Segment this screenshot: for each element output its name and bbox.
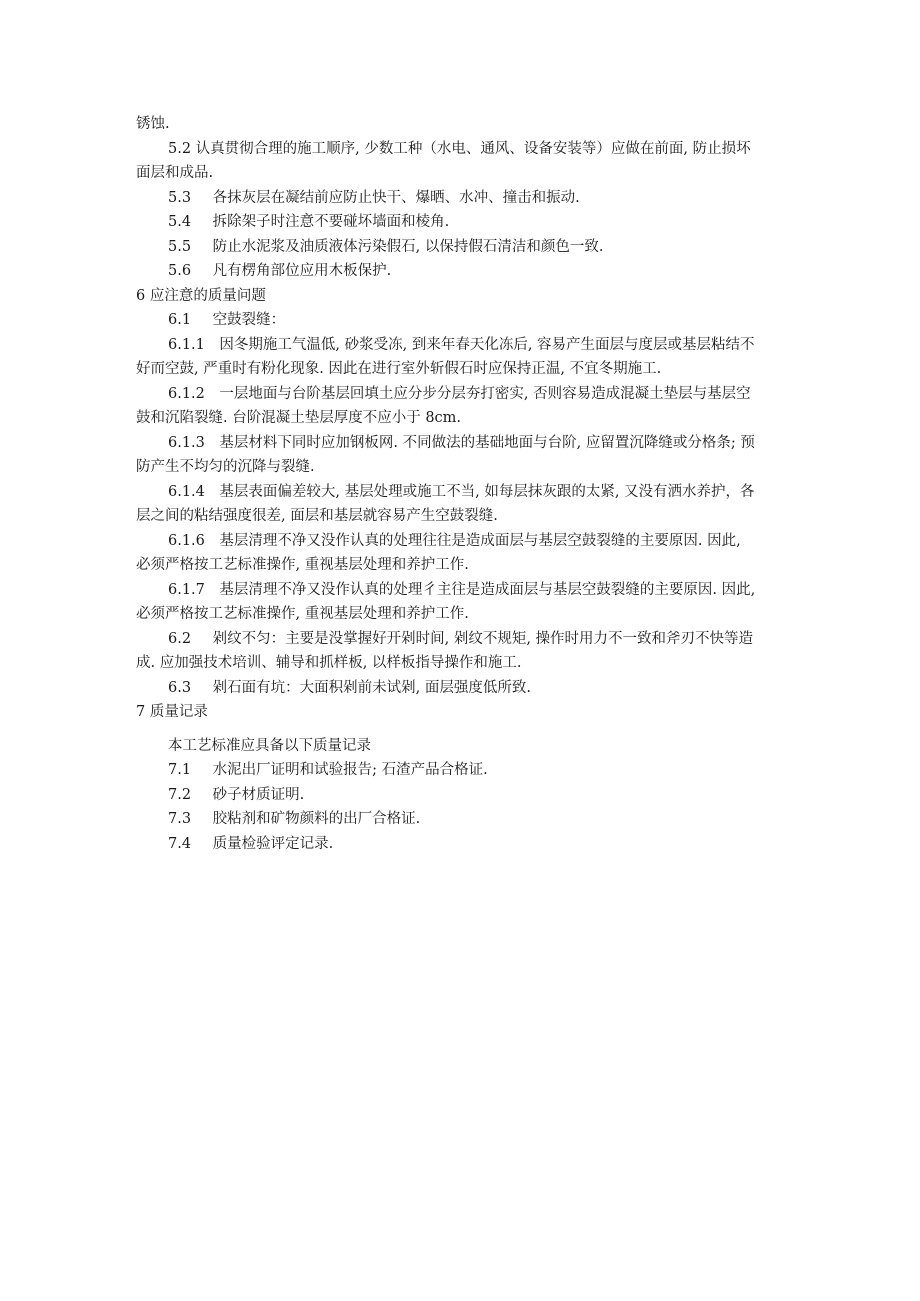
item-6-1-4-line1: 6.1.4 基层表面偏差较大, 基层处理或施工不当, 如每层抹灰跟的太紧, 又没有洒水养护，各 xyxy=(168,483,755,500)
quality-record-intro: 本工艺标准应具备以下质量记录 xyxy=(168,737,371,754)
item-6-1 xyxy=(136,308,788,333)
item-text: 砂子材质证明. xyxy=(212,786,305,803)
item-text: 胶粘剂和矿物颜料的出厂合格证. xyxy=(212,811,421,827)
item-6-3 xyxy=(136,676,788,701)
item-5-6 xyxy=(136,259,788,284)
item-5-3 xyxy=(136,186,788,211)
item-6-1-7-line1: 6.1.7 基层清理不净又没作认真的处理彳主往是造成面层与基层空鼓裂缝的主要原因. 因此, xyxy=(168,581,756,598)
item-text: 水泥出厂证明和试验报告; 石渣产品合格证. xyxy=(212,762,488,778)
item-6-1-3-line2: 防产生不均匀的沉降与裂缝. xyxy=(136,459,315,475)
item-number: 7.4 xyxy=(168,835,192,852)
item-6-1-6-line1: 6.1.6 基层清理不净又没作认真的处理往往是造成面层与基层空鼓裂缝的主要原因. 因此, xyxy=(168,532,741,549)
item-number: 6.1 xyxy=(168,312,192,328)
item-text: 各抹灰层在凝结前应防止快干、爆晒、水冲、撞击和振动. xyxy=(212,189,580,206)
item-6-1-1-line2: 好而空鼓, 严重时有粉化现象. 因此在进行室外斩假石时应保持正温, 不宜冬期施工. xyxy=(136,361,662,377)
item-text: 剁石面有坑：大面积剁前未试剁, 面层强度低所致. xyxy=(212,679,531,696)
item-number: 6.3 xyxy=(168,679,192,696)
paragraph-rust: 锈蚀. xyxy=(136,116,170,132)
paragraph-5-2-line1: 5.2 认真贯彻合理的施工顺序, 少数工种（水电、通风、设备安装等）应做在前面, 防止损坏 xyxy=(168,140,751,157)
item-number: 5.6 xyxy=(168,263,192,279)
item-6-1-7-line2: 必须严格按工艺标准操作, 重视基层处理和养护工作. xyxy=(136,606,469,622)
item-7-2 xyxy=(136,783,788,808)
item-number: 7.3 xyxy=(168,811,192,827)
item-text: 剁纹不匀：主要是没掌握好开剁时间, 剁纹不规矩, 操作时用力不一致和斧刃不快等造 xyxy=(212,630,754,647)
item-number: 7.2 xyxy=(168,786,192,803)
item-5-4 xyxy=(136,210,788,235)
item-text: 拆除架子时注意不要碰坏墙面和棱角. xyxy=(212,214,450,230)
item-6-1-6-line2: 必须严格按工艺标准操作, 重视基层处理和养护工作. xyxy=(136,557,469,573)
item-6-2-line2: 成. 应加强技术培训、辅导和抓样板, 以样板指导操作和施工. xyxy=(136,655,522,671)
document-body xyxy=(136,112,788,856)
item-number: 5.5 xyxy=(168,238,192,255)
item-7-3 xyxy=(136,807,788,832)
item-number: 5.3 xyxy=(168,189,192,206)
section-heading-6: 6 应注意的质量问题 xyxy=(136,287,266,304)
item-7-1 xyxy=(136,758,788,783)
item-number: 7.1 xyxy=(168,762,192,778)
paragraph-5-2-line2: 面层和成品. xyxy=(136,165,214,181)
item-6-1-4-line2: 层之间的粘结强度很差, 面层和基层就容易产生空鼓裂缝. xyxy=(136,508,498,524)
item-text: 凡有楞角部位应用木板保护. xyxy=(212,263,392,279)
item-text: 空鼓裂缝： xyxy=(212,312,286,328)
item-text: 防止水泥浆及油质液体污染假石, 以保持假石清洁和颜色一致. xyxy=(212,238,604,255)
item-7-4 xyxy=(136,832,788,857)
item-number: 5.4 xyxy=(168,214,192,230)
item-number: 6.2 xyxy=(168,630,192,647)
section-heading-7: 7 质量记录 xyxy=(136,704,208,720)
item-text: 质量检验评定记录. xyxy=(212,835,334,852)
item-6-1-2-line2: 鼓和沉陷裂缝. 台阶混凝土垫层厚度不应小于 8cm. xyxy=(136,410,462,426)
item-6-2-line1 xyxy=(136,627,788,652)
item-6-1-1-line1: 6.1.1 因冬期施工气温低, 砂浆受冻, 到来年春天化冻后, 容易产生面层与度层或基层粘结不 xyxy=(168,336,755,353)
item-5-5 xyxy=(136,235,788,260)
item-6-1-2-line1: 6.1.2 一层地面与台阶基层回填土应分步分层夯打密实, 否则容易造成混凝土垫层与基层空 xyxy=(168,385,751,402)
item-6-1-3-line1: 6.1.3 基层材料下同时应加钢板网. 不同做法的基础地面与台阶, 应留置沉降缝或分格条; 预 xyxy=(168,434,755,451)
